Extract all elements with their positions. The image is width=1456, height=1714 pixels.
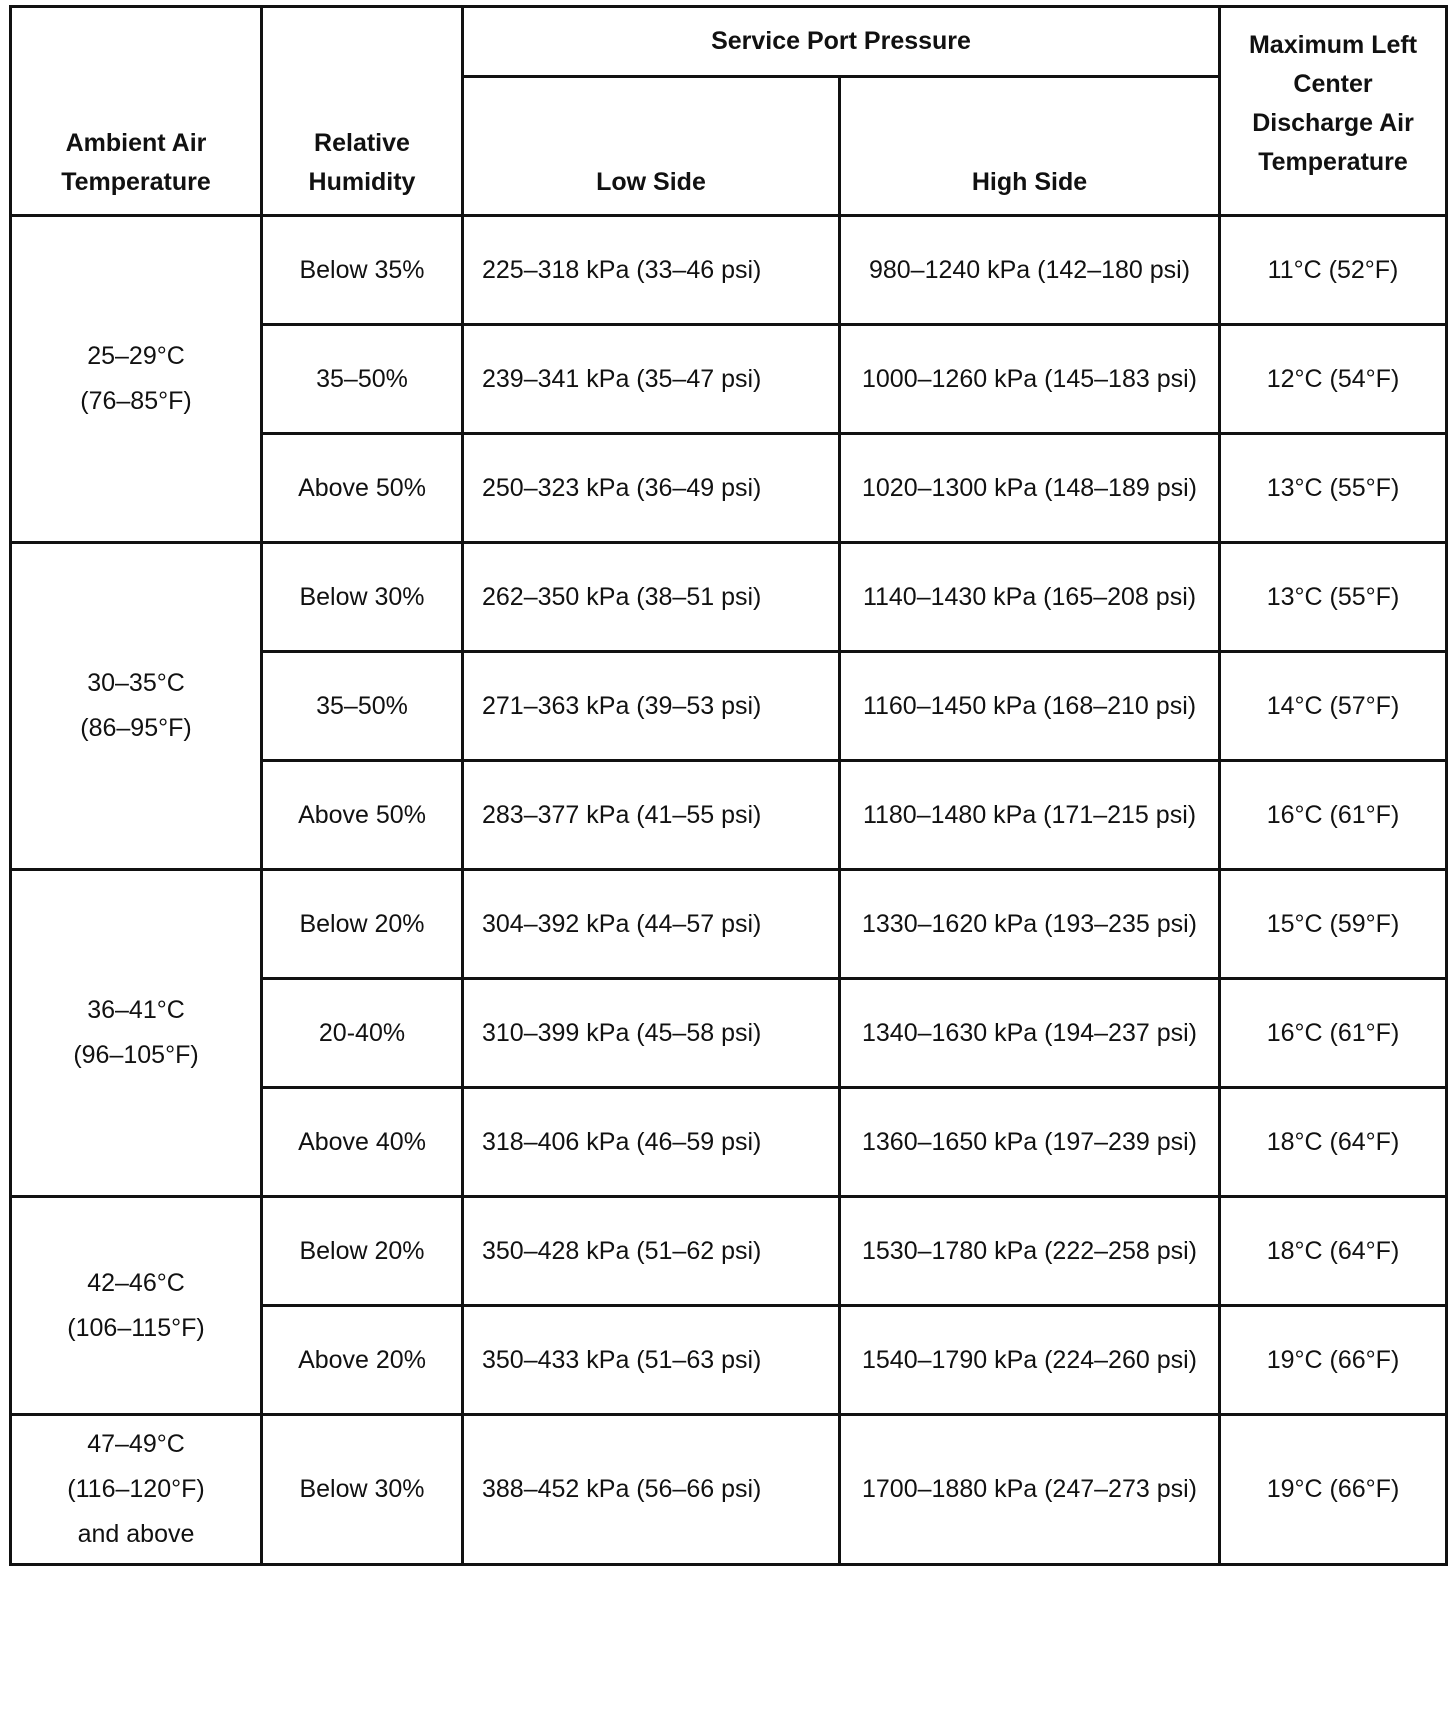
relative-humidity-cell: 35–50% [262,325,463,434]
header-low-side: Low Side [463,77,840,216]
high-side-pressure-cell: 1180–1480 kPa (171–215 psi) [840,761,1220,870]
header-ambient-air-temperature: Ambient Air Temperature [11,7,262,216]
ambient-temperature-cell [11,1415,262,1565]
discharge-air-temperature-cell: 16°C (61°F) [1220,761,1447,870]
high-side-pressure-cell: 1020–1300 kPa (148–189 psi) [840,434,1220,543]
table-row [11,870,1447,979]
ambient-temperature-f: (86–95°F) [80,714,192,742]
table-row [11,216,1447,325]
discharge-air-temperature-cell: 11°C (52°F) [1220,216,1447,325]
high-side-pressure-cell: 1340–1630 kPa (194–237 psi) [840,979,1220,1088]
ambient-temperature-f: (96–105°F) [73,1041,199,1069]
discharge-air-temperature-cell: 12°C (54°F) [1220,325,1447,434]
discharge-air-temperature-cell: 19°C (66°F) [1220,1306,1447,1415]
relative-humidity-cell: Below 30% [262,1415,463,1565]
header-max-discharge-air-temperature: Maximum Left Center Discharge Air Temperature [1220,7,1447,216]
header-service-port-pressure: Service Port Pressure [463,7,1220,77]
relative-humidity-cell: Below 20% [262,1197,463,1306]
table-row [11,543,1447,652]
low-side-pressure-cell: 283–377 kPa (41–55 psi) [463,761,840,870]
ambient-temperature-c: 25–29°C [87,342,185,370]
low-side-pressure-cell: 271–363 kPa (39–53 psi) [463,652,840,761]
low-side-pressure-cell: 262–350 kPa (38–51 psi) [463,543,840,652]
ambient-temperature-cell [11,216,262,543]
high-side-pressure-cell: 1000–1260 kPa (145–183 psi) [840,325,1220,434]
high-side-pressure-cell: 1330–1620 kPa (193–235 psi) [840,870,1220,979]
high-side-pressure-cell: 980–1240 kPa (142–180 psi) [840,216,1220,325]
relative-humidity-cell: Above 50% [262,761,463,870]
discharge-air-temperature-cell: 19°C (66°F) [1220,1415,1447,1565]
discharge-air-temperature-cell: 13°C (55°F) [1220,434,1447,543]
relative-humidity-cell: Above 20% [262,1306,463,1415]
relative-humidity-cell: Below 20% [262,870,463,979]
low-side-pressure-cell: 304–392 kPa (44–57 psi) [463,870,840,979]
table-row [11,1197,1447,1306]
ambient-temperature-f: (76–85°F) [80,387,192,415]
header-relative-humidity: Relative Humidity [262,7,463,216]
high-side-pressure-cell: 1160–1450 kPa (168–210 psi) [840,652,1220,761]
ambient-temperature-cell [11,543,262,870]
header-high-side: High Side [840,77,1220,216]
ambient-temperature-c: 47–49°C [87,1430,185,1458]
ambient-temperature-c: 30–35°C [87,669,185,697]
low-side-pressure-cell: 318–406 kPa (46–59 psi) [463,1088,840,1197]
low-side-pressure-cell: 350–433 kPa (51–63 psi) [463,1306,840,1415]
ambient-temperature-extra: and above [77,1520,195,1548]
ambient-temperature-c: 42–46°C [87,1268,185,1297]
low-side-pressure-cell: 350–428 kPa (51–62 psi) [463,1197,840,1306]
low-side-pressure-cell: 250–323 kPa (36–49 psi) [463,434,840,543]
table-row [11,1415,1447,1565]
relative-humidity-cell: Below 35% [262,216,463,325]
ambient-temperature-f: (116–120°F) [67,1475,205,1503]
relative-humidity-cell: 20-40% [262,979,463,1088]
ambient-temperature-cell [11,1197,262,1415]
ambient-temperature-c: 36–41°C [87,996,185,1024]
relative-humidity-cell: Above 50% [262,434,463,543]
discharge-air-temperature-cell: 18°C (64°F) [1220,1197,1447,1306]
discharge-air-temperature-cell: 18°C (64°F) [1220,1088,1447,1197]
low-side-pressure-cell: 225–318 kPa (33–46 psi) [463,216,840,325]
table-body [11,216,1447,1565]
high-side-pressure-cell: 1700–1880 kPa (247–273 psi) [840,1415,1220,1565]
relative-humidity-cell: 35–50% [262,652,463,761]
discharge-air-temperature-cell: 13°C (55°F) [1220,543,1447,652]
relative-humidity-cell: Above 40% [262,1088,463,1197]
high-side-pressure-cell: 1140–1430 kPa (165–208 psi) [840,543,1220,652]
relative-humidity-cell: Below 30% [262,543,463,652]
high-side-pressure-cell: 1360–1650 kPa (197–239 psi) [840,1088,1220,1197]
high-side-pressure-cell: 1540–1790 kPa (224–260 psi) [840,1306,1220,1415]
discharge-air-temperature-cell: 15°C (59°F) [1220,870,1447,979]
low-side-pressure-cell: 310–399 kPa (45–58 psi) [463,979,840,1088]
discharge-air-temperature-cell: 16°C (61°F) [1220,979,1447,1088]
high-side-pressure-cell: 1530–1780 kPa (222–258 psi) [840,1197,1220,1306]
discharge-air-temperature-cell: 14°C (57°F) [1220,652,1447,761]
low-side-pressure-cell: 239–341 kPa (35–47 psi) [463,325,840,434]
ambient-temperature-f: (106–115°F) [67,1313,205,1342]
ambient-temperature-cell [11,870,262,1197]
pressure-spec-table [9,5,1448,1566]
low-side-pressure-cell: 388–452 kPa (56–66 psi) [463,1415,840,1565]
